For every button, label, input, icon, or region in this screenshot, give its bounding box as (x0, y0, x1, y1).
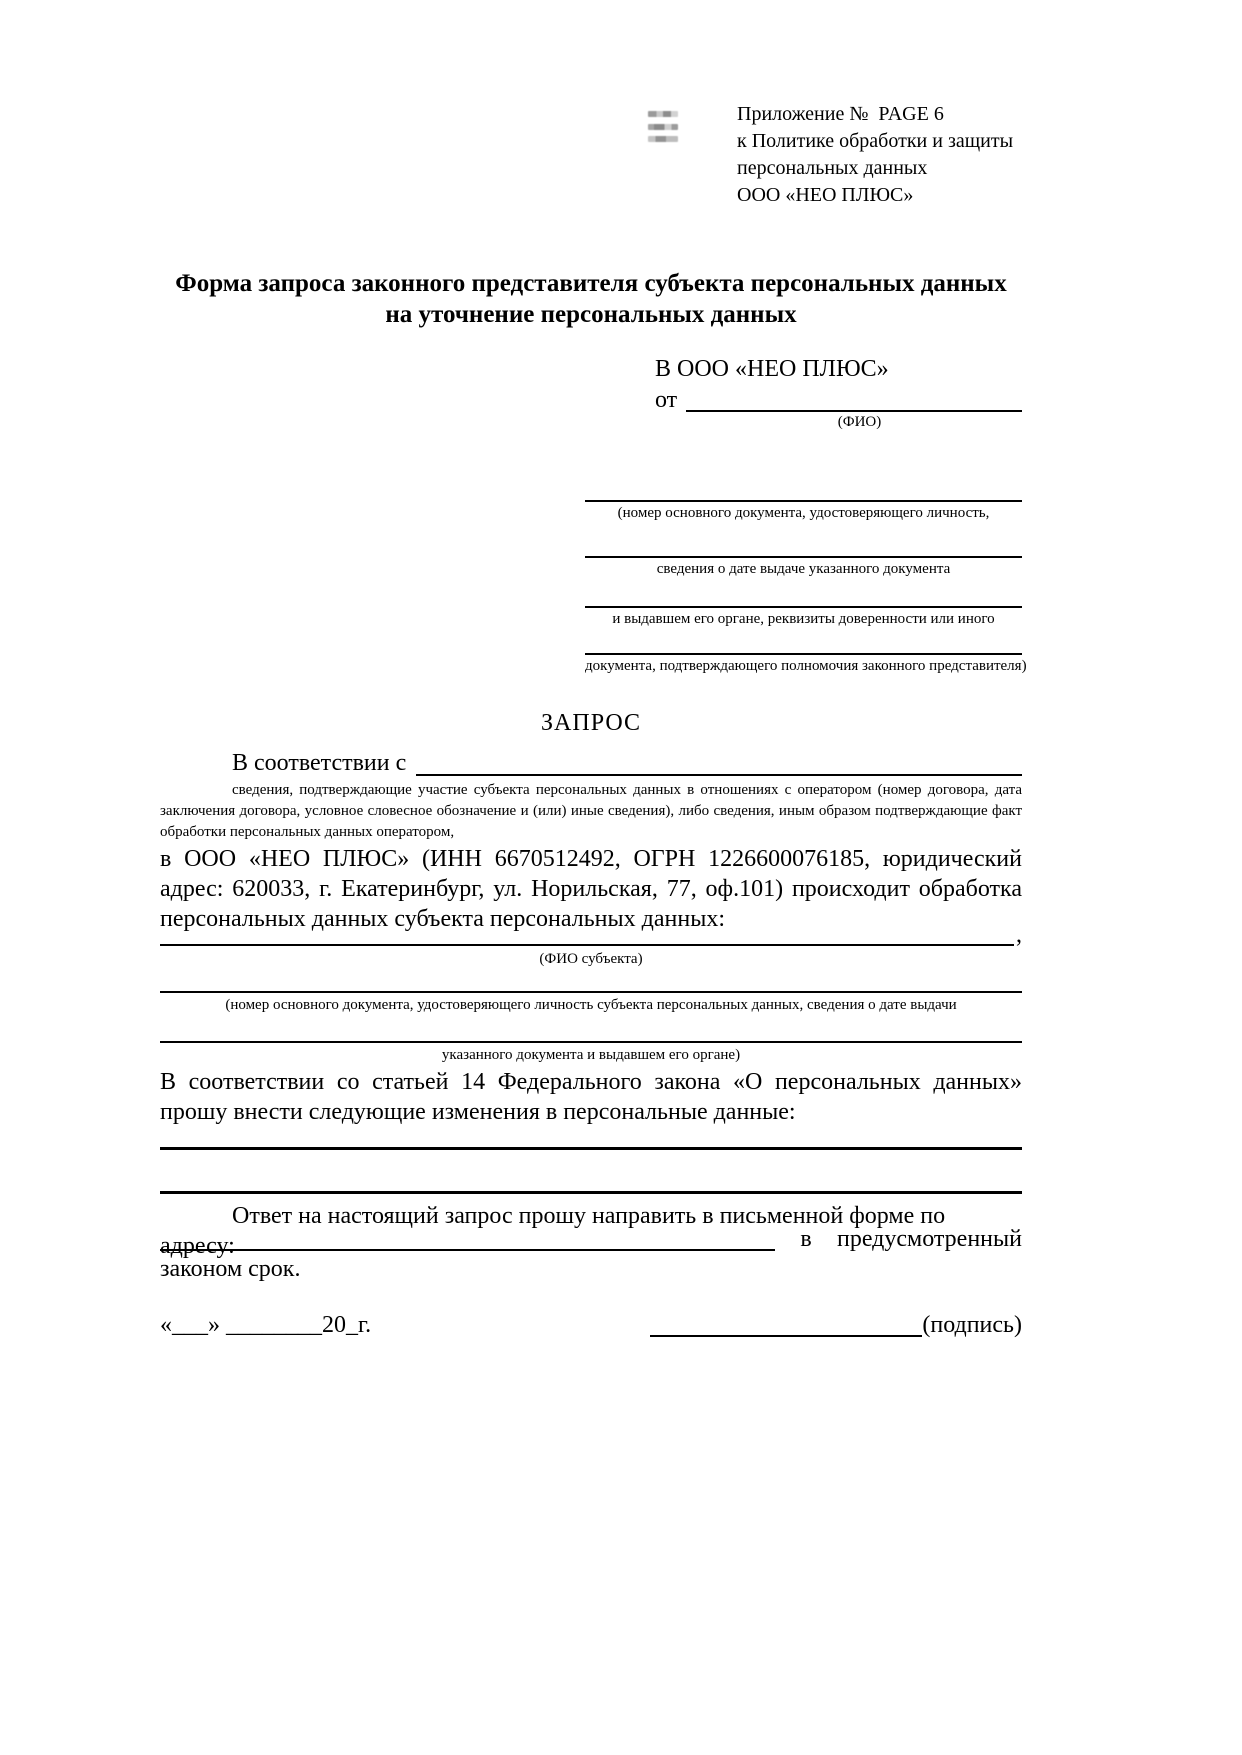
subject-fio-row (160, 922, 1022, 948)
rep-doc-caption-1: (номер основного документа, удостоверяющего личность, (617, 505, 990, 521)
fine-print-note: сведения, подтверждающие участие субъекта персональных данных в отношениях с оператором (номер договора, дата заключения договора, условное словесное обозначение и (или) иные сведения), либо сведения, иным образом подтверждающие факт обработки персональных данных оператором, (160, 782, 1022, 840)
subject-doc-caption-1: (номер основного документа, удостоверяющего личность субъекта персональных данных, сведения о дате выдачи (225, 997, 957, 1013)
date-signature-row (160, 1310, 1022, 1340)
signature-fill-line[interactable] (650, 1330, 922, 1337)
from-row (655, 386, 1022, 414)
rep-doc-fill-line-1[interactable] (585, 500, 1022, 522)
rep-doc-fill-line-3[interactable] (585, 606, 1022, 628)
changes-fill-line-1[interactable] (160, 1147, 1022, 1150)
subject-fio-fill-line[interactable] (160, 939, 1014, 946)
operator-paragraph: в ООО «НЕО ПЛЮС» (ИНН 6670512492, ОГРН 1226600076185, юридический адрес: 620033, г. Екатеринбург, ул. Норильская, 77, оф.101) происходит обработка персональных данных субъекта персональных данных: (160, 846, 1022, 932)
changes-fill-line-2[interactable] (160, 1191, 1022, 1194)
trailing-comma: , (1016, 922, 1022, 948)
subject-doc-fill-line-1[interactable] (160, 991, 1022, 993)
rep-doc-caption-2: сведения о дате выдаче указанного документа (656, 561, 951, 577)
signature-caption: (подпись) (922, 1312, 1022, 1338)
rep-doc-caption-4: документа, подтверждающего полномочия законного представителя) (585, 658, 1027, 674)
reply-tail-word-v: в (800, 1226, 812, 1252)
reply-address-fill-line[interactable] (160, 1244, 775, 1251)
rep-doc-fill-line-2[interactable] (585, 556, 1022, 578)
subject-doc-caption-2: указанного документа и выдавшем его органе) (441, 1047, 741, 1063)
signature-group (650, 1310, 1022, 1340)
blurred-field-artifact (648, 111, 678, 142)
form-title (160, 268, 1022, 330)
policy-ref-line1: к Политике обработки и защиты (737, 130, 1014, 152)
according-fill-line[interactable] (416, 769, 1022, 776)
form-title-line1: Форма запроса законного представителя субъекта персональных данных (175, 270, 1007, 297)
addressee-org: В ООО «НЕО ПЛЮС» (655, 356, 889, 382)
from-label: от (655, 387, 678, 413)
reply-paragraph: Ответ на настоящий запрос прошу направить в письменной форме по адресу: (160, 1203, 946, 1259)
article14-paragraph: В соответствии со статьей 14 Федерального закона «О персональных данных» прошу внести следующие изменения в персональные данные: (160, 1069, 1022, 1125)
policy-ref-line2: персональных данных (737, 157, 928, 179)
rep-doc-fill-line-4[interactable] (585, 653, 1027, 675)
org-name: ООО «НЕО ПЛЮС» (737, 184, 914, 206)
subject-doc-fill-line-2[interactable] (160, 1041, 1022, 1043)
rep-doc-caption-3: и выдавшем его органе, реквизиты доверенности или иного (612, 611, 995, 627)
according-row (160, 749, 1022, 778)
reply-address-row (160, 1225, 1022, 1253)
reply-tail-word-predusmotrenny: предусмотренный (836, 1226, 1022, 1252)
subject-fio-caption: (ФИО субъекта) (539, 951, 643, 967)
representative-fio-fill-line[interactable] (686, 405, 1022, 412)
form-title-line2: на уточнение персональных данных (385, 301, 797, 328)
according-label: В соответствии с (232, 750, 407, 776)
request-heading: ЗАПРОС (541, 710, 641, 736)
fio-caption: (ФИО) (837, 414, 882, 430)
appendix-number-line: Приложение № PAGE 6 (737, 103, 944, 125)
date-fill-text[interactable]: «___» ________20_г. (160, 1312, 372, 1338)
appendix-header (737, 101, 1013, 209)
reply-tail-line2: законом срок. (160, 1256, 301, 1282)
